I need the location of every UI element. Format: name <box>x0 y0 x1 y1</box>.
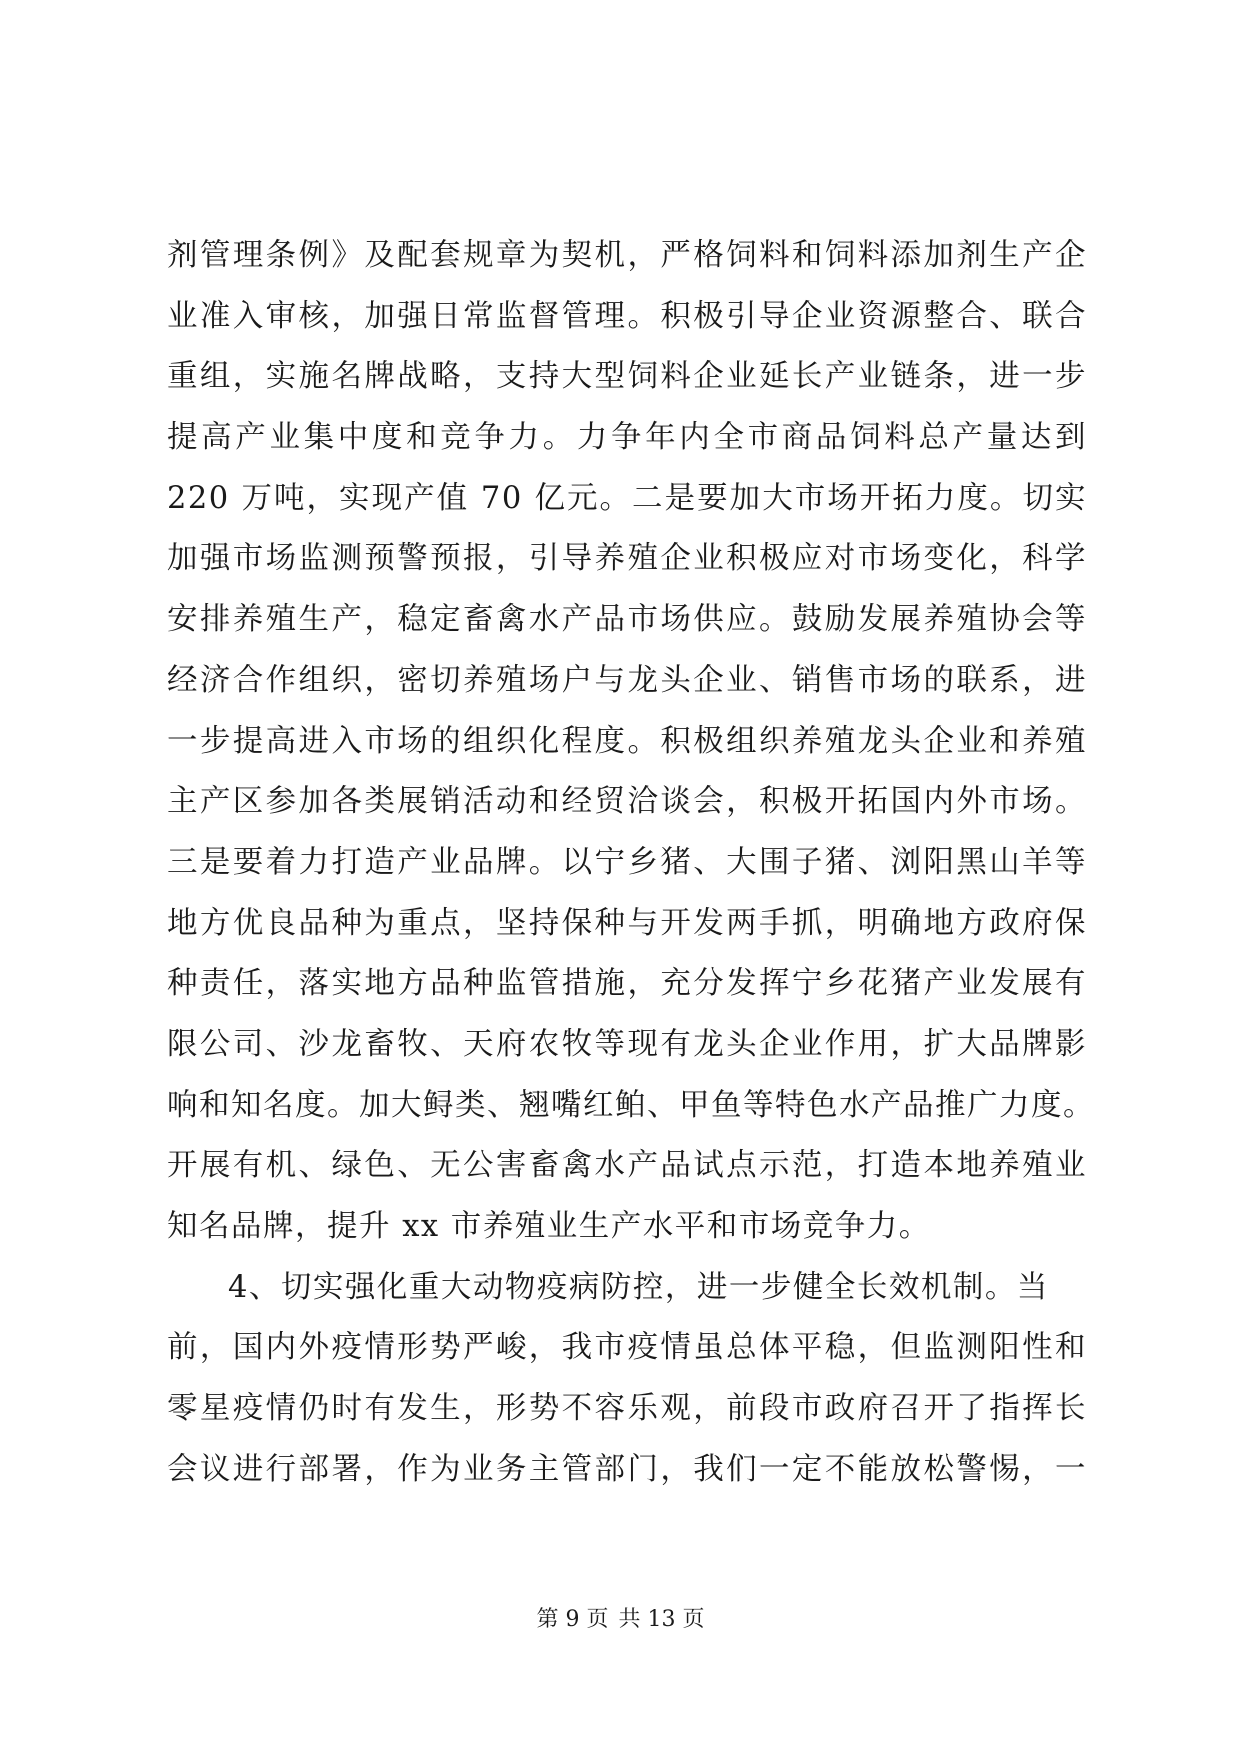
text-line: 开展有机、绿色、无公害畜禽水产品试点示范，打造本地养殖业 <box>167 1148 1087 1184</box>
text-line: 剂管理条例》及配套规章为契机，严格饲料和饲料添加剂生产企 <box>167 238 1087 273</box>
text-line: 一步提高进入市场的组织化程度。积极组织养殖龙头企业和养殖 <box>167 723 1087 759</box>
text-line: 提高产业集中度和竞争力。力争年内全市商品饲料总产量达到 <box>167 420 1087 456</box>
text-line: 前，国内外疫情形势严峻，我市疫情虽总体平稳，但监测阳性和 <box>167 1330 1087 1366</box>
text-line: 知名品牌，提升 xx 市养殖业生产水平和市场竞争力。 <box>167 1209 931 1244</box>
text-line: 主产区参加各类展销活动和经贸洽谈会，积极开拓国内外市场。 <box>167 784 1087 820</box>
text-line: 零星疫情仍时有发生，形势不容乐观，前段市政府召开了指挥长 <box>167 1391 1087 1427</box>
text-line: 三是要着力打造产业品牌。以宁乡猪、大围子猪、浏阳黑山羊等 <box>167 844 1087 880</box>
total-pages: 共 13 页 <box>618 1607 705 1632</box>
text-line: 限公司、沙龙畜牧、天府农牧等现有龙头企业作用，扩大品牌影 <box>167 1026 1087 1062</box>
text-line: 重组，实施名牌战略，支持大型饲料企业延长产业链条，进一步 <box>167 359 1087 395</box>
text-line: 响和知名度。加大鲟类、翘嘴红鲌、甲鱼等特色水产品推广力度。 <box>167 1087 1095 1123</box>
page-number: 第 9 页 <box>536 1607 609 1632</box>
body-text <box>167 226 1095 1500</box>
text-line: 220 万吨，实现产值 70 亿元。二是要加大市场开拓力度。切实 <box>167 480 1087 516</box>
paragraph-start-line: 4、切实强化重大动物疫病防控，进一步健全长效机制。当 <box>228 1269 1049 1305</box>
text-line: 加强市场监测预警预报，引导养殖企业积极应对市场变化，科学 <box>167 541 1087 577</box>
text-line: 种责任，落实地方品种监管措施，充分发挥宁乡花猪产业发展有 <box>167 966 1087 1002</box>
text-line: 经济合作组织，密切养殖场户与龙头企业、销售市场的联系，进 <box>167 662 1087 698</box>
text-line: 地方优良品种为重点，坚持保种与开发两手抓，明确地方政府保 <box>167 905 1087 941</box>
text-line: 业准入审核，加强日常监督管理。积极引导企业资源整合、联合 <box>167 298 1087 334</box>
text-line: 会议进行部署，作为业务主管部门，我们一定不能放松警惕，一 <box>167 1451 1087 1487</box>
page-footer <box>0 1606 1241 1634</box>
text-line: 安排养殖生产，稳定畜禽水产品市场供应。鼓励发展养殖协会等 <box>167 602 1087 638</box>
